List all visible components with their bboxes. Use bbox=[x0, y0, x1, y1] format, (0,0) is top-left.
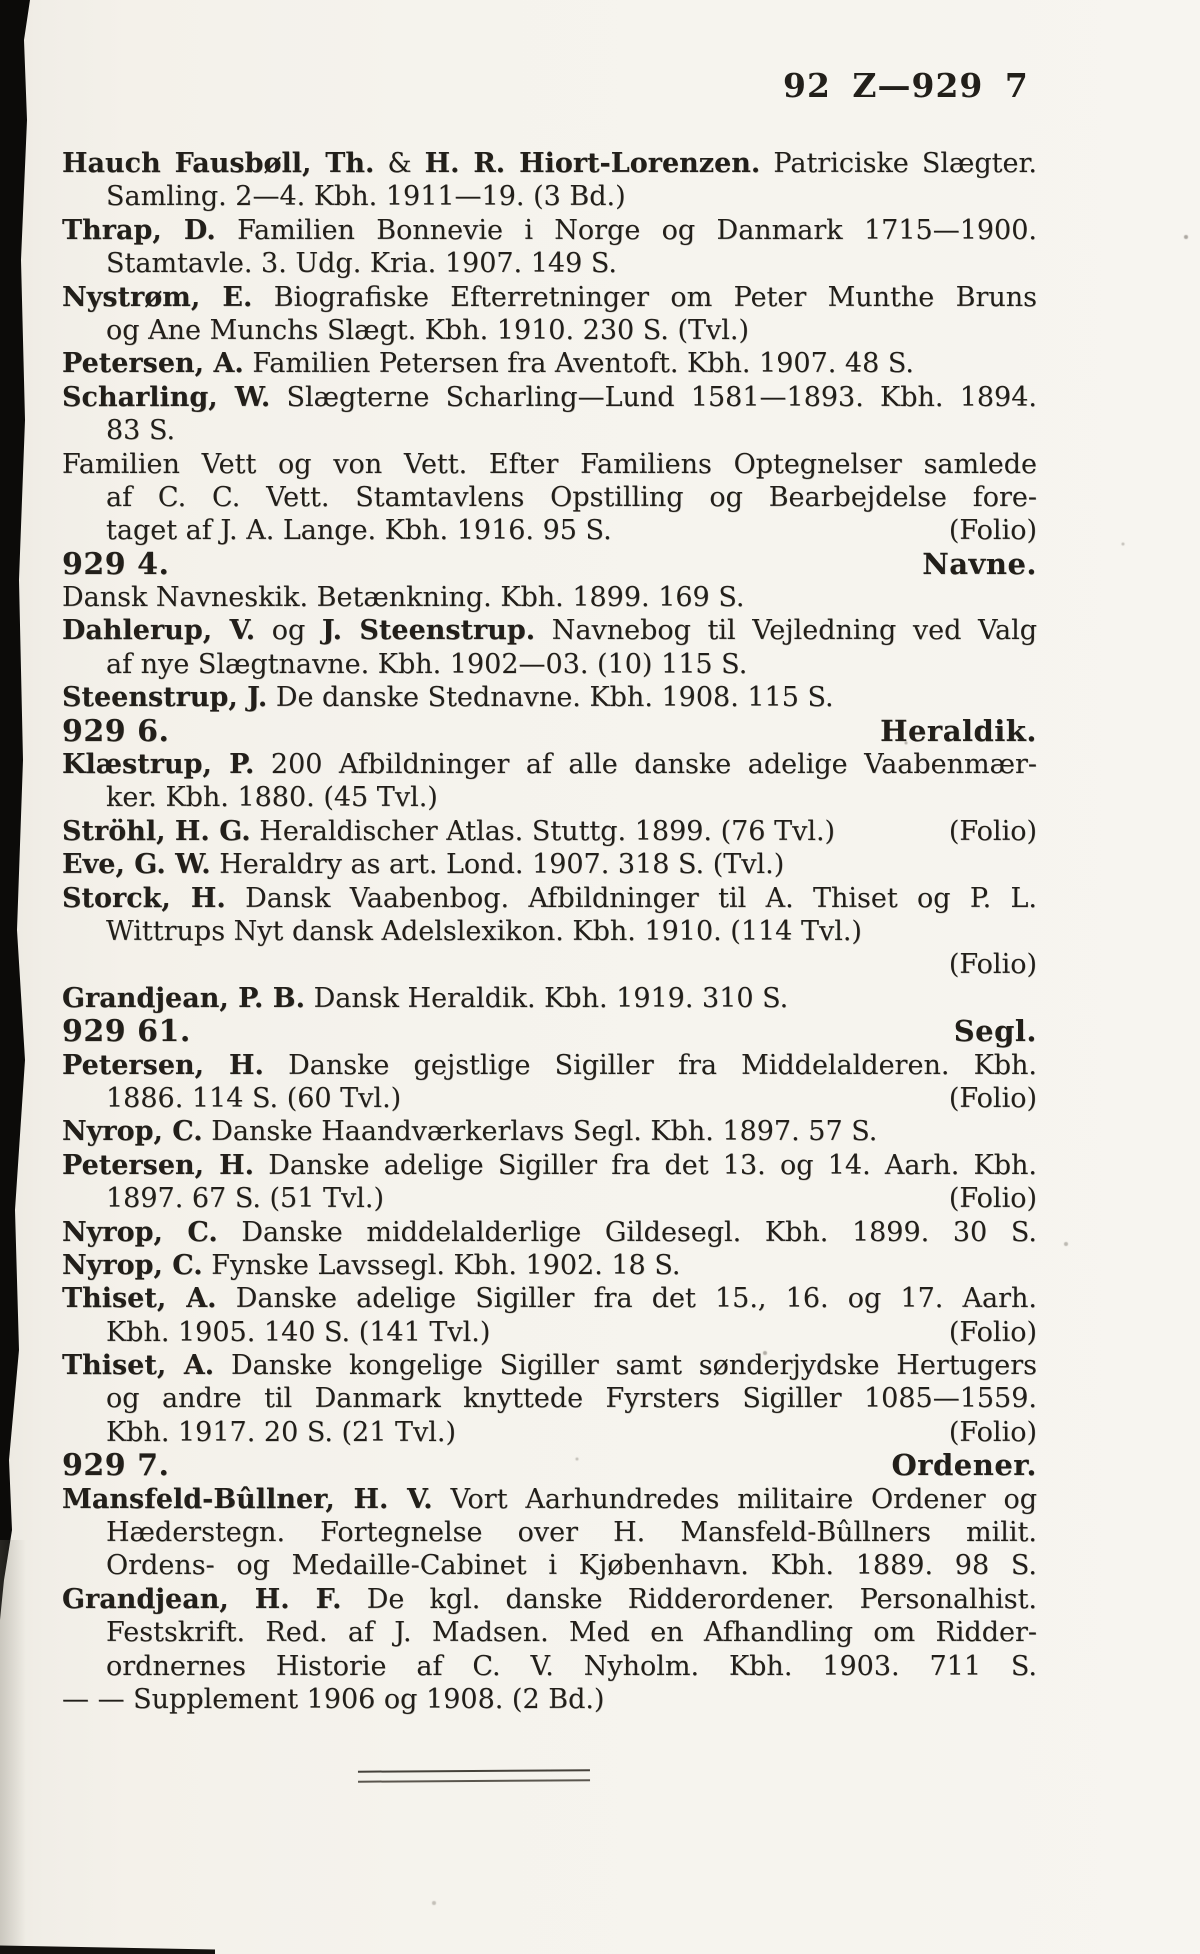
entry-text: Dansk Navneskik. Betænkning. Kbh. 1899. 169 S. bbox=[62, 582, 745, 614]
entry-line bbox=[62, 214, 1037, 247]
entry-author: Eve, G. W. bbox=[62, 849, 211, 881]
entry-author: Nyrop, C. bbox=[62, 1116, 203, 1148]
entry-author: Petersen, H. bbox=[62, 1149, 254, 1181]
entry-text: Danske Haandværkerlavs Segl. Kbh. 1897. 57 S. bbox=[202, 1116, 878, 1148]
entry-line bbox=[62, 1149, 1037, 1182]
entry-text: Danske gejstlige Sigiller fra Middelalderen. Kbh. bbox=[263, 1049, 1037, 1081]
entry-line bbox=[62, 1249, 1037, 1282]
entry-text: Heraldischer Atlas. Stuttg. 1899. (76 Tvl.) bbox=[250, 815, 836, 847]
entry-line bbox=[62, 1416, 1037, 1449]
section-right-label: Segl. bbox=[953, 1014, 1037, 1049]
entry-text: og andre til Danmark knyttede Fyrsters Sigiller 1085—1559. bbox=[106, 1383, 1037, 1415]
entry-text: og Ane Munchs Slægt. Kbh. 1910. 230 S. (Tvl.) bbox=[106, 314, 750, 346]
section-right-label: Navne. bbox=[922, 546, 1037, 581]
section-divider-rule bbox=[358, 1769, 590, 1782]
entry-text: Stamtavle. 3. Udg. Kria. 1907. 149 S. bbox=[106, 248, 617, 280]
entry-author: Scharling, W. bbox=[62, 381, 271, 413]
entry-line bbox=[62, 1549, 1037, 1582]
entry-text: af nye Slægtnavne. Kbh. 1902—03. (10) 115 S. bbox=[106, 648, 748, 680]
entry-text: Patriciske Slægter. bbox=[760, 148, 1037, 179]
section-heading-line bbox=[62, 1015, 1037, 1048]
entry-text: Familien Bonnevie i Norge og Danmark 1715—1900. bbox=[215, 214, 1037, 246]
entry-line bbox=[62, 1616, 1037, 1649]
entry-text: Ordens- og Medaille-Cabinet i Kjøbenhavn. Kbh. 1889. 98 S. bbox=[106, 1550, 1037, 1582]
entry-line bbox=[62, 281, 1037, 314]
entry-line bbox=[62, 982, 1037, 1015]
entry-text: De danske Stednavne. Kbh. 1908. 115 S. bbox=[267, 682, 834, 714]
entry-author: 929 6. bbox=[62, 713, 170, 749]
entry-author: Thiset, A. bbox=[62, 1283, 217, 1315]
entry-text: ker. Kbh. 1880. (45 Tvl.) bbox=[106, 782, 438, 814]
entry-line bbox=[62, 1115, 1037, 1148]
entry-line bbox=[62, 147, 1037, 180]
entry-line bbox=[62, 314, 1037, 347]
entry-author: Hauch Fausbøll, Th. bbox=[62, 148, 375, 179]
scan-edge-bottom-mark bbox=[0, 1944, 215, 1954]
entry-line bbox=[62, 1216, 1037, 1249]
entry-text: Familien Vett og von Vett. Efter Familiens Optegnelser samlede bbox=[62, 448, 1037, 480]
entry-text: — — Supplement 1906 og 1908. (2 Bd.) bbox=[62, 1683, 605, 1715]
entry-line bbox=[62, 1282, 1037, 1315]
entry-line bbox=[62, 1516, 1037, 1549]
entry-line bbox=[62, 681, 1037, 714]
entry-line bbox=[62, 648, 1037, 681]
entry-text: Wittrups Nyt dansk Adelslexikon. Kbh. 1910. (114 Tvl.) bbox=[106, 915, 862, 947]
entry-text: & bbox=[374, 148, 425, 179]
section-heading-line bbox=[62, 548, 1037, 581]
format-note: (Folio) bbox=[948, 1416, 1037, 1448]
entry-line bbox=[62, 347, 1037, 380]
entry-line bbox=[62, 481, 1037, 514]
entry-line bbox=[62, 1316, 1037, 1349]
entry-text: Dansk Heraldik. Kbh. 1919. 310 S. bbox=[305, 982, 789, 1014]
entry-text: Familien Petersen fra Aventoft. Kbh. 1907. 48 S. bbox=[243, 348, 914, 380]
entry-author: Petersen, A. bbox=[62, 348, 244, 380]
entry-text: ordnernes Historie af C. V. Nyholm. Kbh. 1903. 711 S. bbox=[106, 1650, 1037, 1682]
entry-author: Mansfeld-Bûllner, H. V. bbox=[62, 1483, 433, 1515]
entry-line bbox=[62, 1483, 1037, 1516]
scan-paper-edge bbox=[0, 1540, 26, 1954]
entry-text: Samling. 2—4. Kbh. 1911—19. (3 Bd.) bbox=[106, 181, 626, 213]
entry-text: 1897. 67 S. (51 Tvl.) bbox=[106, 1183, 385, 1215]
format-note: (Folio) bbox=[948, 815, 1037, 847]
entry-line bbox=[62, 1382, 1037, 1415]
entry-text: Danske middelalderlige Gildesegl. Kbh. 1899. 30 S. bbox=[217, 1216, 1037, 1248]
format-note: (Folio) bbox=[948, 1183, 1037, 1215]
entry-author: Storck, H. bbox=[62, 882, 226, 914]
entry-line bbox=[62, 381, 1037, 414]
entry-author: Nystrøm, E. bbox=[62, 281, 253, 313]
entry-text: taget af J. A. Lange. Kbh. 1916. 95 S. bbox=[106, 515, 612, 547]
entry-text: Hæderstegn. Fortegnelse over H. Mansfeld-Bûllners milit. bbox=[106, 1517, 1037, 1549]
entry-author: Nyrop, C. bbox=[62, 1249, 203, 1281]
entry-text: af C. C. Vett. Stamtavlens Opstilling og Bearbejdelse fore- bbox=[106, 481, 1037, 513]
entry-line bbox=[62, 781, 1037, 814]
entry-author: Petersen, H. bbox=[62, 1049, 264, 1081]
entry-text: Biografiske Efterretninger om Peter Munthe Bruns bbox=[252, 281, 1037, 313]
entry-author: Steenstrup, J. bbox=[62, 682, 268, 714]
entry-author: J. Steenstrup. bbox=[321, 615, 536, 647]
format-note: (Folio) bbox=[948, 949, 1037, 981]
entry-text: Heraldry as art. Lond. 1907. 318 S. (Tvl.) bbox=[210, 849, 785, 881]
entry-text: 1886. 114 S. (60 Tvl.) bbox=[106, 1082, 402, 1114]
entry-line bbox=[62, 1583, 1037, 1616]
entry-line bbox=[62, 414, 1037, 447]
entry-author: Thiset, A. bbox=[62, 1350, 215, 1382]
entry-line bbox=[62, 614, 1037, 647]
entry-author: Grandjean, P. B. bbox=[62, 982, 306, 1014]
entry-line bbox=[62, 1650, 1037, 1683]
entry-text: Fynske Lavssegl. Kbh. 1902. 18 S. bbox=[202, 1249, 681, 1281]
text-block bbox=[62, 147, 1037, 1716]
entry-text: 200 Afbildninger af alle danske adelige Vaabenmær- bbox=[254, 749, 1037, 781]
entry-text: Danske adelige Sigiller fra det 15., 16. og 17. Aarh. bbox=[216, 1283, 1037, 1315]
entry-line bbox=[62, 815, 1037, 848]
format-note: (Folio) bbox=[948, 1316, 1037, 1348]
entry-line bbox=[62, 848, 1037, 881]
entry-author: Nyrop, C. bbox=[62, 1216, 218, 1248]
entry-author: Klæstrup, P. bbox=[62, 749, 255, 781]
entry-text: De kgl. danske Ridderordener. Personalhist. bbox=[341, 1583, 1038, 1615]
entry-line bbox=[62, 514, 1037, 547]
section-right-label: Heraldik. bbox=[880, 713, 1037, 748]
entry-text: Slægterne Scharling—Lund 1581—1893. Kbh. 1894. bbox=[270, 381, 1037, 413]
entry-line bbox=[62, 448, 1037, 481]
entry-author: 929 4. bbox=[62, 546, 170, 582]
entry-line bbox=[62, 581, 1037, 614]
entry-line bbox=[62, 1683, 1037, 1716]
entry-text: Danske adelige Sigiller fra det 13. og 14. Aarh. Kbh. bbox=[253, 1149, 1037, 1181]
section-right-label: Ordener. bbox=[891, 1448, 1037, 1483]
format-note: (Folio) bbox=[948, 1082, 1037, 1114]
section-heading-line bbox=[62, 715, 1037, 748]
entry-line bbox=[62, 247, 1037, 280]
entry-text: og bbox=[255, 615, 322, 647]
entry-line bbox=[62, 915, 1037, 948]
entry-text: Danske kongelige Sigiller samt sønderjydske Hertugers bbox=[214, 1350, 1037, 1382]
entry-line bbox=[62, 1349, 1037, 1382]
entry-text: 83 S. bbox=[106, 415, 176, 447]
entry-line bbox=[62, 1182, 1037, 1215]
entry-author: H. R. Hiort-Lorenzen. bbox=[424, 148, 761, 179]
entry-line bbox=[62, 1082, 1037, 1115]
entry-text: Vort Aarhundredes militaire Ordener og bbox=[432, 1483, 1038, 1515]
section-heading-line bbox=[62, 1449, 1037, 1482]
entry-line bbox=[62, 1049, 1037, 1082]
entry-line bbox=[62, 180, 1037, 213]
entry-text: Kbh. 1917. 20 S. (21 Tvl.) bbox=[106, 1416, 457, 1448]
entry-text: Festskrift. Red. af J. Madsen. Med en Afhandling om Ridder- bbox=[106, 1617, 1037, 1649]
entry-line bbox=[62, 948, 1037, 981]
entry-line bbox=[62, 882, 1037, 915]
entry-text: Navnebog til Vejledning ved Valg bbox=[535, 615, 1037, 647]
scan-speckles bbox=[0, 0, 2, 2]
entry-author: Grandjean, H. F. bbox=[62, 1583, 342, 1615]
entry-author: 929 7. bbox=[62, 1448, 170, 1484]
entry-text: Dansk Vaabenbog. Afbildninger til A. Thiset og P. L. bbox=[225, 882, 1038, 914]
entry-author: Thrap, D. bbox=[62, 214, 216, 246]
entry-author: Dahlerup, V. bbox=[62, 615, 256, 647]
entry-text: Kbh. 1905. 140 S. (141 Tvl.) bbox=[106, 1316, 491, 1348]
entry-line bbox=[62, 748, 1037, 781]
entry-author: Ströhl, H. G. bbox=[62, 815, 251, 847]
entry-author: 929 61. bbox=[62, 1014, 191, 1050]
format-note: (Folio) bbox=[948, 515, 1037, 547]
running-head: 92 Z—929 7 bbox=[783, 66, 1029, 105]
